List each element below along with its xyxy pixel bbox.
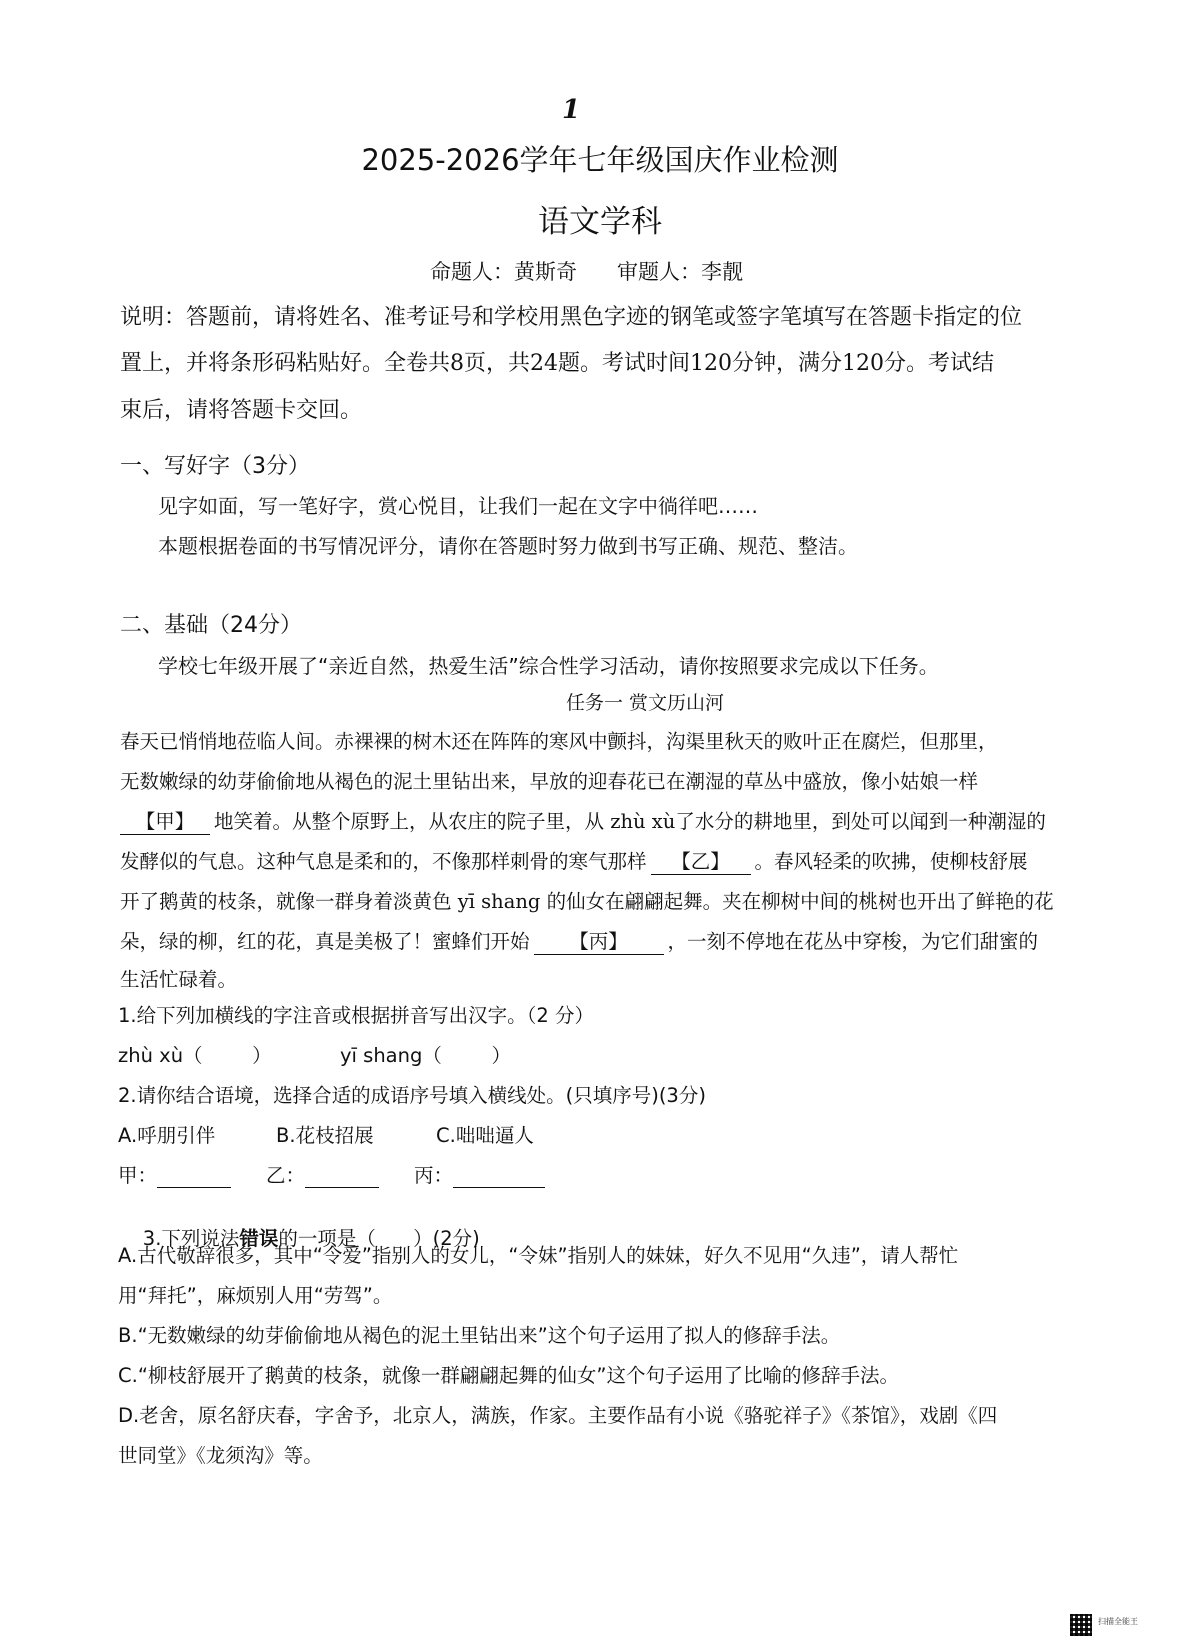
section2-heading: 二、基础（24分） bbox=[120, 613, 302, 638]
authors-line: 命题人：黄斯奇 审题人：李靓 bbox=[430, 260, 744, 284]
q2-fill-bing-label: 丙： bbox=[414, 1164, 454, 1187]
qr-code-icon bbox=[1070, 1614, 1092, 1636]
q2-stem: 2.请你结合语境，选择合适的成语序号填入横线处。(只填序号)(3分) bbox=[118, 1084, 706, 1107]
q1-answer-b: yī shang（ ） bbox=[340, 1044, 511, 1067]
q2-option-b: B.花枝招展 bbox=[276, 1124, 374, 1147]
passage-line-1: 春天已悄悄地莅临人间。赤裸裸的树木还在阵阵的寒风中颤抖，沟渠里秋天的败叶正在腐烂，但那里， bbox=[120, 730, 998, 753]
q2-fill-bing-line[interactable] bbox=[453, 1167, 545, 1188]
q3-option-d-line-1: D.老舍，原名舒庆春，字舍予，北京人，满族，作家。主要作品有小说《骆驼祥子》《茶馆》，戏剧《四 bbox=[118, 1404, 998, 1427]
q2-option-c: C.咄咄逼人 bbox=[436, 1124, 534, 1147]
section2-intro: 学校七年级开展了“亲近自然，热爱生活”综合性学习活动，请你按照要求完成以下任务。 bbox=[158, 654, 939, 678]
section1-line-2: 本题根据卷面的书写情况评分，请你在答题时努力做到书写正确、规范、整洁。 bbox=[158, 534, 858, 558]
q2-fill-yi-line[interactable] bbox=[305, 1167, 379, 1188]
q2-fill-jia-label: 甲： bbox=[118, 1164, 158, 1187]
q3-option-b: B.“无数嫩绿的幼芽偷偷地从褐色的泥土里钻出来”这个句子运用了拟人的修辞手法。 bbox=[118, 1324, 841, 1347]
q3-stem-a: 3.下列说法 bbox=[142, 1227, 240, 1250]
section1-heading: 一、写好字（3分） bbox=[120, 454, 310, 479]
q1-stem: 1.给下列加横线的字注音或根据拼音写出汉字。（2 分） bbox=[118, 1004, 594, 1027]
passage-line-3-text: 地笑着。从整个原野上，从农庄的院子里，从 zhù xù了水分的耕地里，到处可以闻到一种潮湿的 bbox=[214, 810, 1046, 833]
page-mark: 1 bbox=[562, 95, 581, 125]
blank-jia: 【甲】 bbox=[120, 806, 210, 835]
passage-line-5: 开了鹅黄的枝条，就像一群身着淡黄色 yī shang 的仙女在翩翩起舞。夹在柳树中间的桃树也开出了鲜艳的花 bbox=[120, 890, 1054, 913]
q2-fill-bing bbox=[414, 1160, 545, 1188]
q2-fill-jia-line[interactable] bbox=[157, 1167, 231, 1188]
passage-line-6-text-a: 朵，绿的柳，红的花，真是美极了！蜜蜂们开始 bbox=[120, 930, 530, 953]
q3-stem-emphasis: 错误 bbox=[239, 1227, 279, 1250]
section1-line-1: 见字如面，写一笔好字，赏心悦目，让我们一起在文字中徜徉吧…… bbox=[158, 494, 758, 518]
task-title: 任务一 赏文历山河 bbox=[565, 692, 725, 714]
passage-line-2: 无数嫩绿的幼芽偷偷地从褐色的泥土里钻出来，早放的迎春花已在潮湿的草丛中盛放，像小姑娘一样 bbox=[120, 770, 979, 793]
scanner-logo: 扫描全能王 bbox=[1098, 1617, 1138, 1626]
q2-fill-jia bbox=[118, 1160, 231, 1188]
q3-option-c: C.“柳枝舒展开了鹅黄的枝条，就像一群翩翩起舞的仙女”这个句子运用了比喻的修辞手法。 bbox=[118, 1364, 900, 1387]
passage-line-6-text-b: ，一刻不停地在花丛中穿梭，为它们甜蜜的 bbox=[667, 930, 1039, 953]
q3-option-d-line-2: 世同堂》《龙须沟》等。 bbox=[118, 1444, 323, 1467]
passage-line-6 bbox=[120, 926, 1038, 955]
q2-option-a: A.呼朋引伴 bbox=[118, 1124, 216, 1147]
q1-answer-a: zhù xù（ ） bbox=[118, 1044, 272, 1067]
passage-line-4-text-a: 发酵似的气息。这种气息是柔和的，不像那样刺骨的寒气那样 bbox=[120, 850, 647, 873]
q3-option-a-line-2: 用“拜托”，麻烦别人用“劳驾”。 bbox=[118, 1284, 393, 1307]
instruction-line-2: 置上，并将条形码粘贴好。全卷共8页，共24题。考试时间120分钟，满分120分。考试结 bbox=[120, 351, 994, 376]
passage-line-4-text-b: 。春风轻柔的吹拂，使柳枝舒展 bbox=[754, 850, 1028, 873]
instruction-line-3: 束后，请将答题卡交回。 bbox=[120, 398, 363, 423]
q2-fill-yi-label: 乙： bbox=[266, 1164, 306, 1187]
blank-bing: 【丙】 bbox=[534, 926, 664, 955]
q3-stem-b: 的一项是（ ）(2分) bbox=[278, 1227, 480, 1250]
q3-option-a-line-1: A.古代敬辞很多，其中“令爱”指别人的女儿，“令妹”指别人的妹妹，好久不见用“久违”，请人帮忙 bbox=[118, 1244, 959, 1267]
passage-line-7: 生活忙碌着。 bbox=[120, 968, 238, 991]
passage-line-4 bbox=[120, 846, 1028, 875]
exam-title: 2025-2026学年七年级国庆作业检测 bbox=[361, 143, 839, 177]
subject-title: 语文学科 bbox=[538, 204, 662, 240]
passage-line-3 bbox=[120, 806, 1046, 835]
instruction-line-1: 说明：答题前，请将姓名、准考证号和学校用黑色字迹的钢笔或签字笔填写在答题卡指定的位 bbox=[120, 305, 1023, 330]
blank-yi: 【乙】 bbox=[651, 846, 751, 875]
q2-fill-yi bbox=[266, 1160, 379, 1188]
